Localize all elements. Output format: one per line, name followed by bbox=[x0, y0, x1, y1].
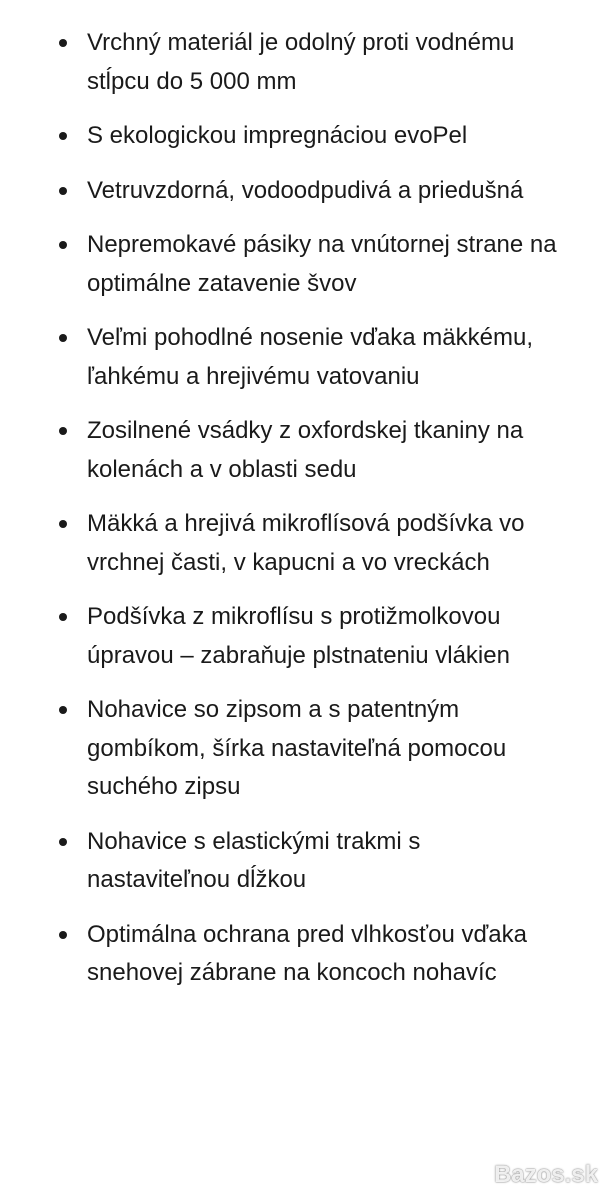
bullet-icon bbox=[59, 187, 67, 195]
list-item-text: Nohavice s elastickými trakmi s nastaviteľnou dĺžkou bbox=[87, 827, 421, 893]
bullet-icon bbox=[59, 334, 67, 342]
list-item bbox=[0, 691, 560, 807]
list-item bbox=[0, 412, 560, 489]
bullet-icon bbox=[59, 931, 67, 939]
at-sign-icon bbox=[458, 1160, 488, 1190]
list-item-text: Zosilnené vsádky z oxfordskej tkaniny na kolenách a v oblasti sedu bbox=[87, 417, 524, 483]
bullet-icon bbox=[59, 520, 67, 528]
list-item bbox=[0, 226, 560, 303]
bullet-icon bbox=[59, 706, 67, 714]
list-item bbox=[0, 319, 560, 396]
list-item-text: Vetruvzdorná, vodoodpudivá a priedušná bbox=[87, 176, 524, 204]
list-item bbox=[0, 505, 560, 582]
bullet-icon bbox=[59, 838, 67, 846]
list-item-text: Mäkká a hrejivá mikroflísová podšívka vo vrchnej časti, v kapucni a vo vreckách bbox=[87, 510, 525, 576]
list-item bbox=[0, 823, 560, 900]
watermark-text: Bazos.sk bbox=[493, 1161, 598, 1188]
bullet-icon bbox=[59, 241, 67, 249]
list-item-text: Podšívka z mikroflísu s protižmolkovou úpravou – zabraňuje plstnateniu vlákien bbox=[87, 603, 510, 669]
list-item bbox=[0, 598, 560, 675]
list-item-text: S ekologickou impregnáciou evoPel bbox=[87, 122, 468, 149]
list-item-text: Optimálna ochrana pred vlhkosťou vďaka snehovej zábrane na koncoch nohavíc bbox=[87, 920, 527, 986]
list-item bbox=[0, 916, 560, 993]
feature-list bbox=[0, 24, 560, 1009]
list-item-text: Nepremokavé pásiky na vnútornej strane na optimálne zatavenie švov bbox=[87, 231, 557, 297]
list-item-text: Vrchný materiál je odolný proti vodnému stĺpcu do 5 000 mm bbox=[87, 29, 515, 95]
list-item bbox=[0, 172, 560, 211]
bullet-icon bbox=[59, 613, 67, 621]
list-item-text: Veľmi pohodlné nosenie vďaka mäkkému, ľahkému a hrejivému vatovaniu bbox=[87, 324, 534, 390]
bullet-icon bbox=[59, 132, 67, 140]
bullet-icon bbox=[59, 427, 67, 435]
watermark bbox=[458, 1160, 598, 1190]
bullet-icon bbox=[59, 39, 67, 47]
list-item bbox=[0, 117, 560, 156]
list-item bbox=[0, 24, 560, 101]
list-item-text: Nohavice so zipsom a s patentným gombíkom, šírka nastaviteľná pomocou suchého zipsu bbox=[87, 696, 507, 800]
